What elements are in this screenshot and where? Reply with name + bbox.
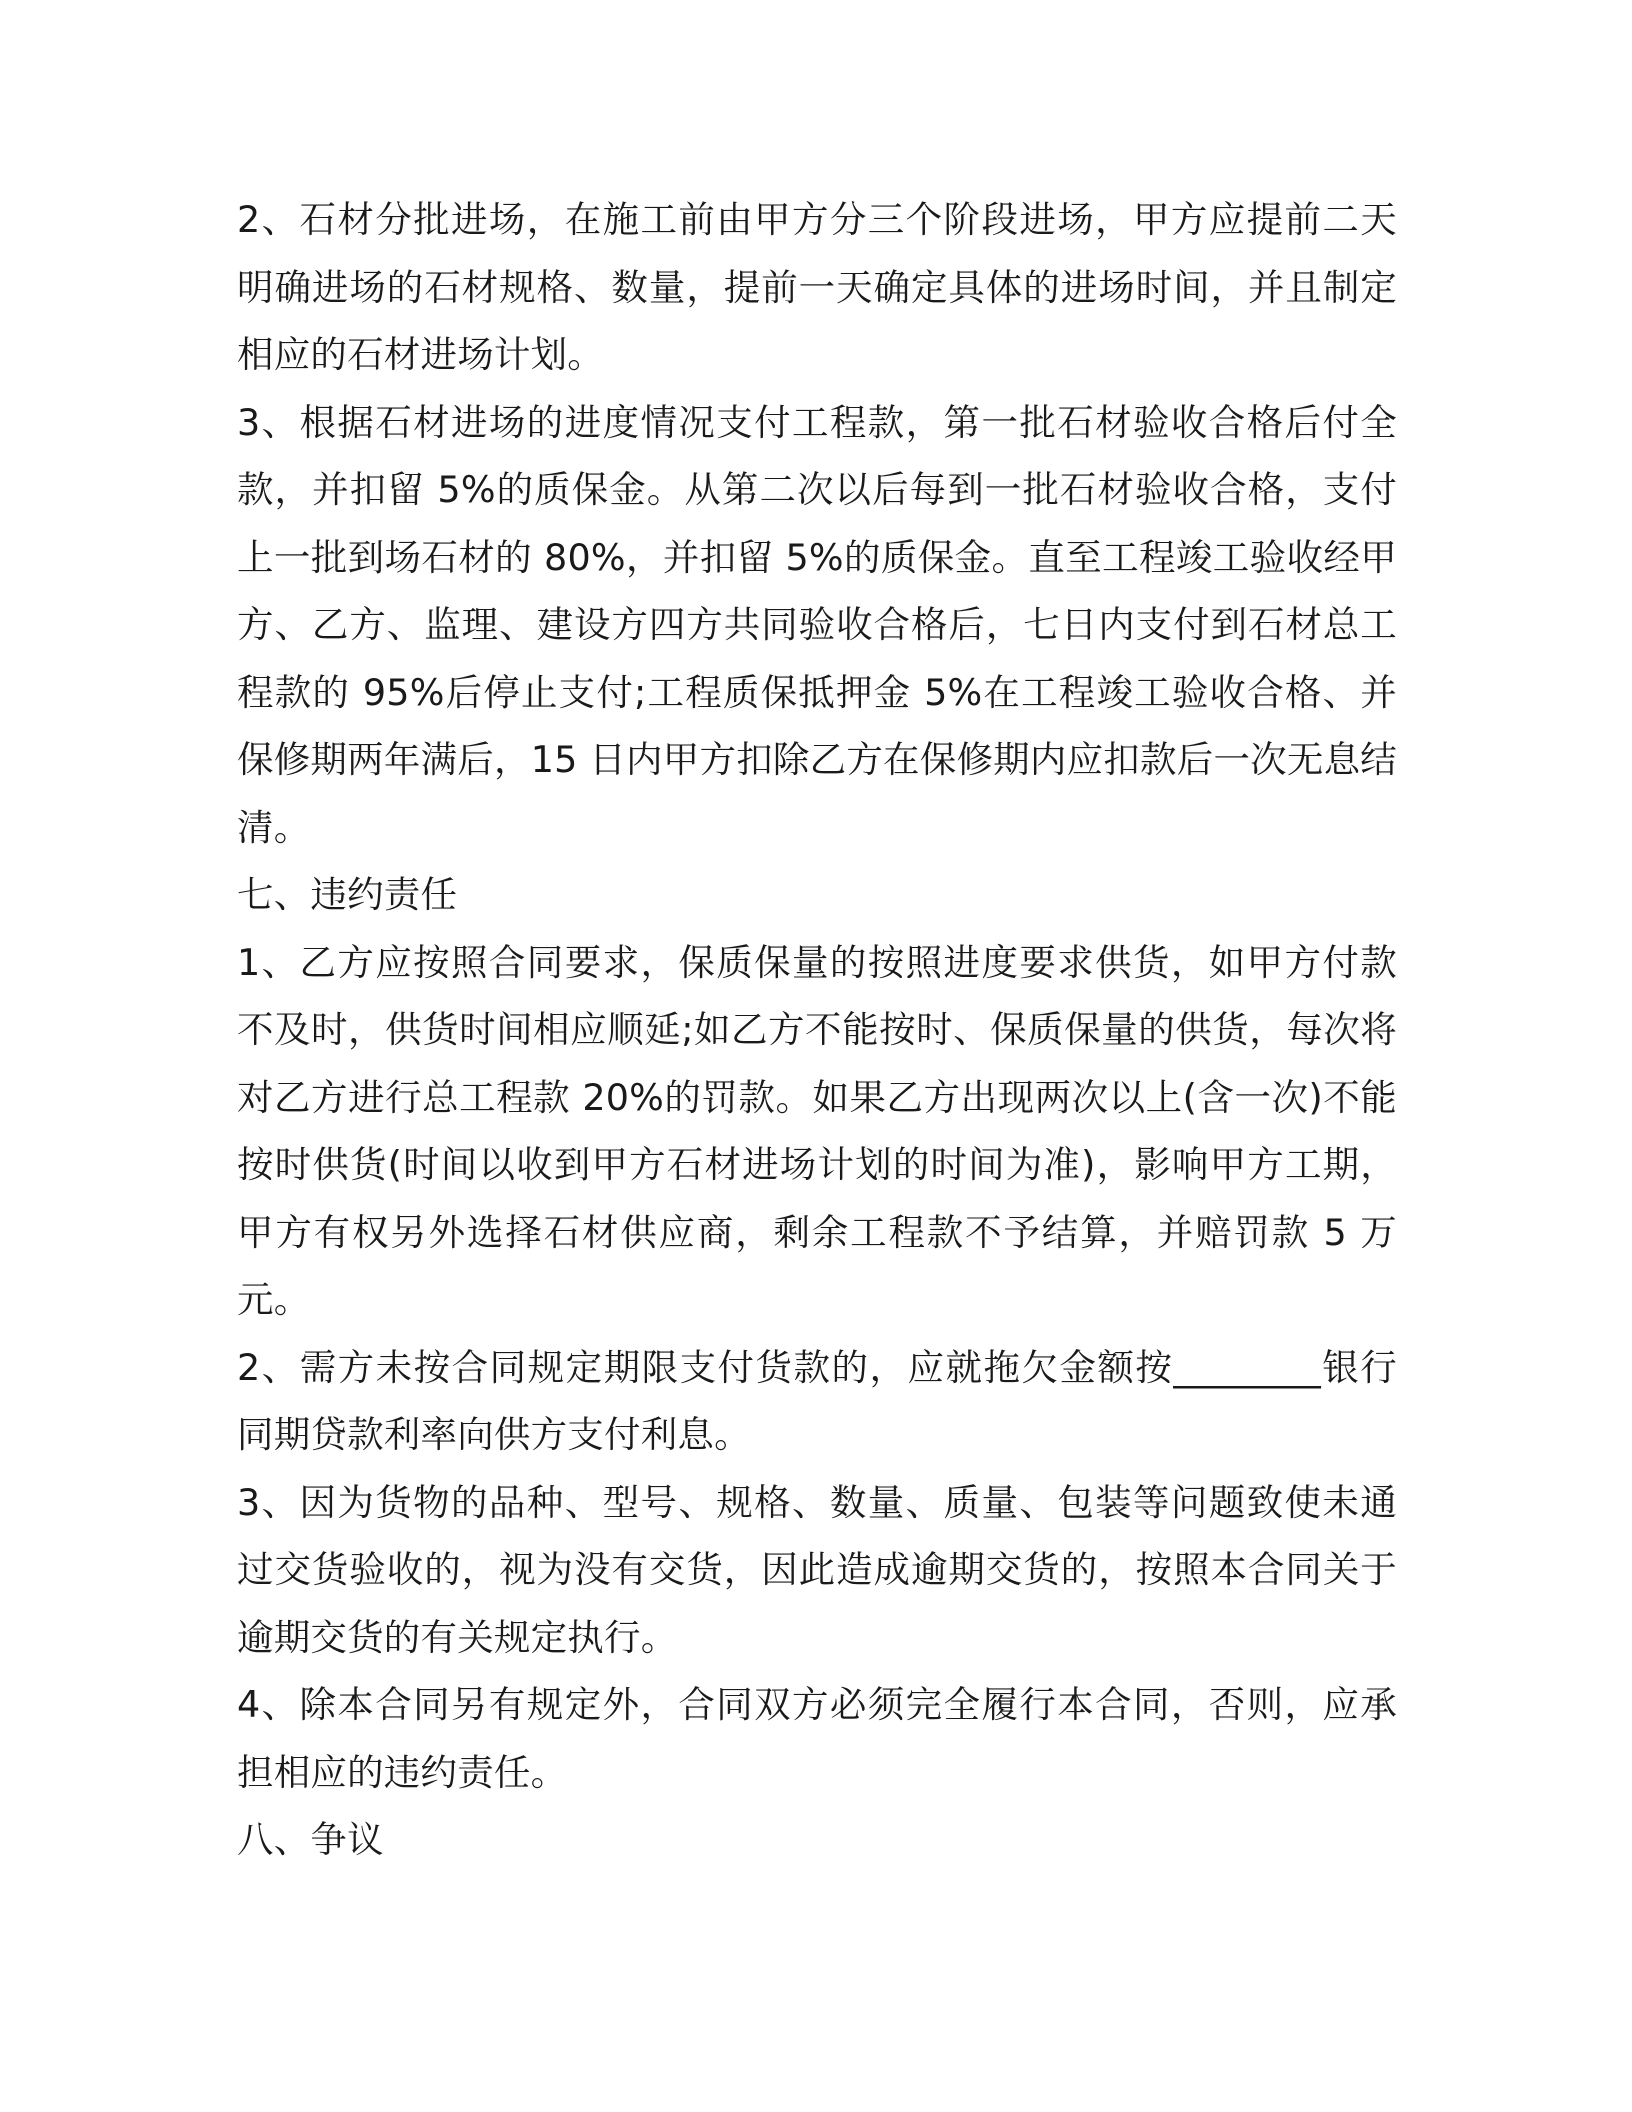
paragraph-breach-clause-1: 1、乙方应按照合同要求，保质保量的按照进度要求供货，如甲方付款不及时，供货时间相应顺延;如乙方不能按时、保质保量的供货，每次将对乙方进行总工程款 20%的罚款。如果乙方出现两次以上(含一次)不能按时供货(时间以收到甲方石材进场计划的时间为准)，影响甲方工期，甲方有权另外选择石材供应商，剩余工程款不予结算，并赔罚款 5 万元。 xyxy=(237,940,1397,1321)
paragraph-clause-2-delivery: 2、石材分批进场，在施工前由甲方分三个阶段进场，甲方应提前二天明确进场的石材规格、数量，提前一天确定具体的进场时间，并且制定相应的石材进场计划。 xyxy=(237,198,1397,376)
paragraph-breach-clause-4: 4、除本合同另有规定外，合同双方必须完全履行本合同，否则，应承担相应的违约责任。 xyxy=(237,1683,1397,1794)
paragraph-clause-3-payment: 3、根据石材进场的进度情况支付工程款，第一批石材验收合格后付全款，并扣留 5%的质保金。从第二次以后每到一批石材验收合格，支付上一批到场石材的 80%，并扣留 5%的质保金。直至工程竣工验收经甲方、乙方、监理、建设方四方共同验收合格后，七日内支付到石材总工程款的 95%后停止支付;工程质保抵押金 5%在工程竣工验收合格、并保修期两年满后，15 日内甲方扣除乙方在保修期内应扣款后一次无息结清。 xyxy=(237,400,1397,849)
document-body xyxy=(237,186,1397,1874)
section-heading-dispute: 八、争议 xyxy=(237,1818,384,1861)
paragraph-breach-clause-2: 2、需方未按合同规定期限支付货款的，应就拖欠金额按________银行同期贷款利率向供方支付利息。 xyxy=(237,1345,1397,1456)
paragraph-breach-clause-3: 3、因为货物的品种、型号、规格、数量、质量、包装等问题致使未通过交货验收的，视为没有交货，因此造成逾期交货的，按照本合同关于逾期交货的有关规定执行。 xyxy=(237,1480,1397,1659)
section-heading-breach-liability: 七、违约责任 xyxy=(237,873,458,916)
